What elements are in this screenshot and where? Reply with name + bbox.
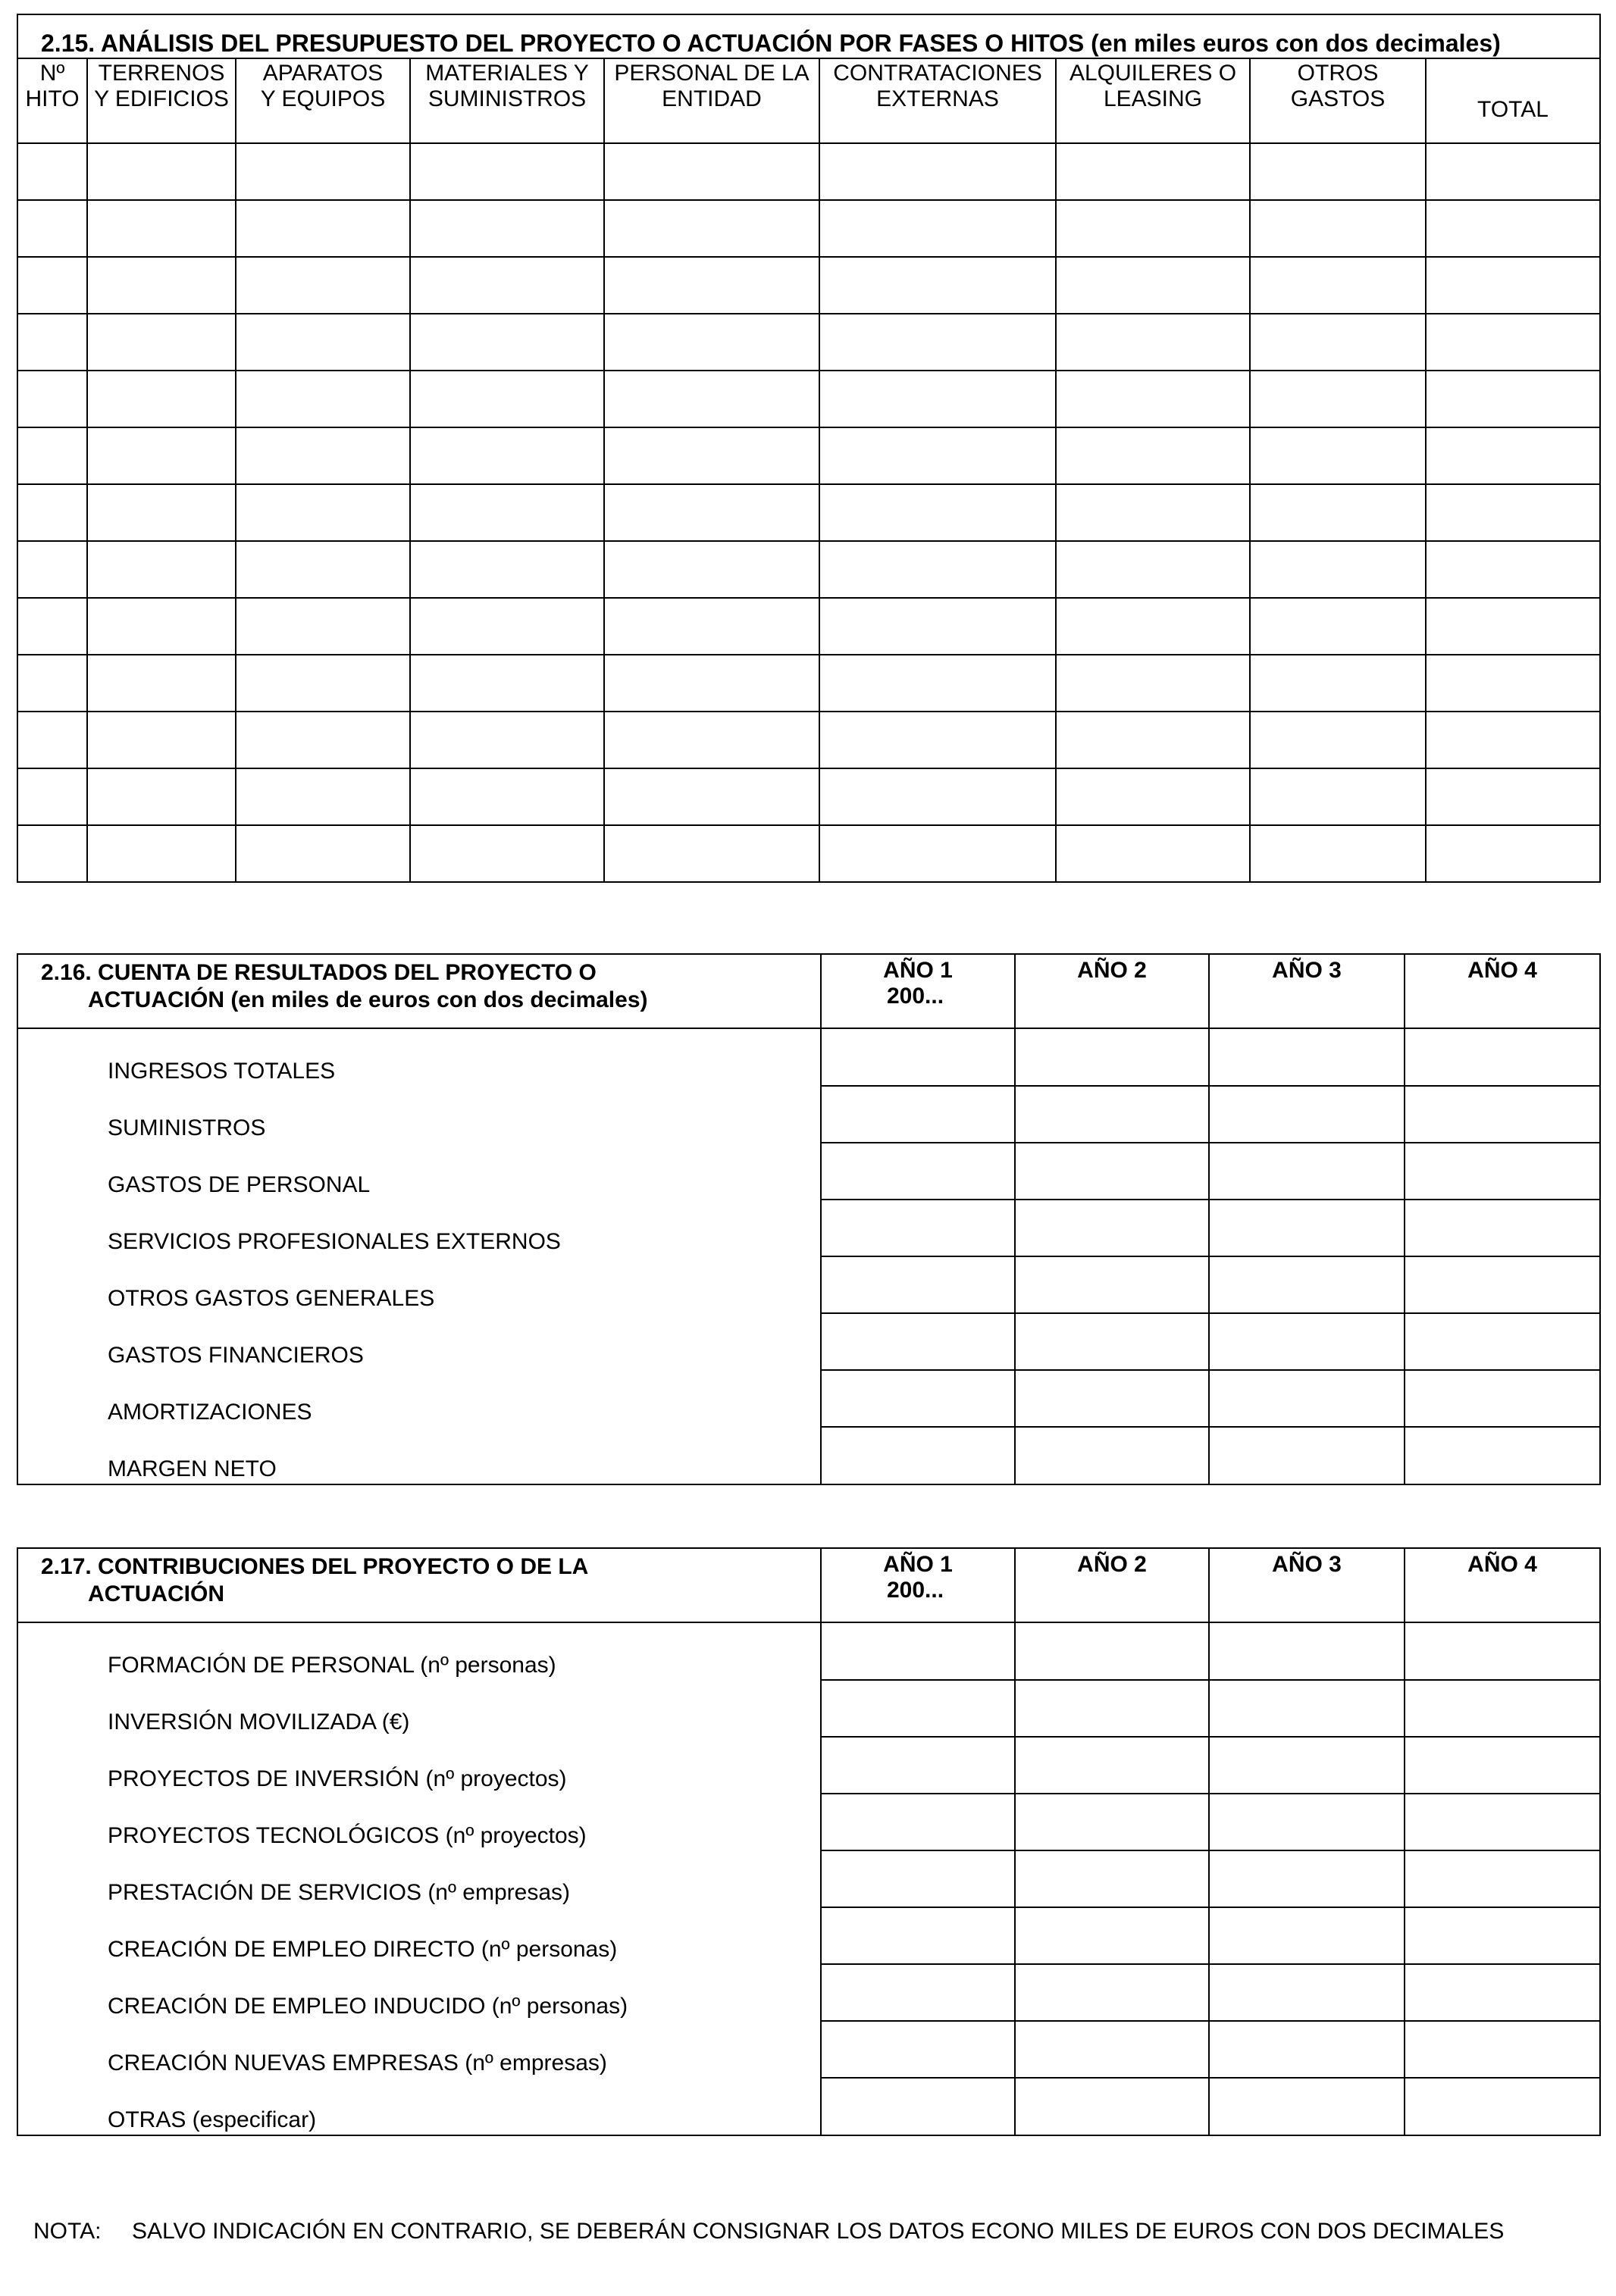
column-header-line2: Y EQUIPOS — [260, 86, 386, 111]
table-cell[interactable] — [410, 598, 604, 655]
year-value: 200... — [887, 984, 944, 1009]
table-cell[interactable] — [236, 314, 410, 371]
row-label: MARGEN NETO — [17, 1427, 821, 1484]
table-row — [17, 1143, 1600, 1200]
table-cell[interactable] — [1405, 2021, 1600, 2078]
table-cell[interactable] — [821, 1680, 1015, 1737]
table-cell[interactable] — [821, 1143, 1015, 1200]
table-cell[interactable] — [1209, 1907, 1405, 1964]
year-label: AÑO 3 — [1272, 1552, 1342, 1577]
table-row — [17, 2021, 1600, 2078]
table-header-row — [17, 58, 1600, 143]
table-cell[interactable] — [1250, 541, 1426, 598]
table-cell[interactable] — [236, 257, 410, 314]
section-215-subtitle: (en miles euros con dos decimales) — [1091, 30, 1501, 57]
table-cell[interactable] — [1056, 825, 1250, 882]
row-label: CREACIÓN DE EMPLEO INDUCIDO (nº personas) — [17, 1964, 821, 2021]
table-cell[interactable] — [1209, 1086, 1405, 1143]
milestone-rows — [17, 143, 1600, 882]
budget-by-milestone-table — [17, 14, 1601, 883]
table-cell[interactable] — [1405, 1028, 1600, 1086]
table-cell[interactable] — [819, 825, 1056, 882]
table-cell[interactable] — [1250, 371, 1426, 427]
table-row — [17, 541, 1600, 598]
table-cell[interactable] — [17, 655, 87, 712]
table-cell[interactable] — [1426, 541, 1600, 598]
column-header-line2: ENTIDAD — [662, 86, 762, 111]
row-label: SUMINISTROS — [17, 1086, 821, 1143]
column-header — [1056, 58, 1250, 143]
table-cell[interactable] — [604, 143, 819, 200]
table-cell[interactable] — [1405, 1680, 1600, 1737]
table-cell[interactable] — [17, 143, 87, 200]
row-label: INVERSIÓN MOVILIZADA (€) — [17, 1680, 821, 1737]
table-cell[interactable] — [1250, 712, 1426, 768]
table-row — [17, 1622, 1600, 1680]
table-row — [17, 200, 1600, 257]
footnote-text: SALVO INDICACIÓN EN CONTRARIO, SE DEBERÁN CONSIGNAR LOS DATOS ECONO MILES DE EUROS CON DOS DECIMALES — [132, 2219, 1505, 2244]
table-cell[interactable] — [1015, 1794, 1209, 1850]
table-cell[interactable] — [17, 712, 87, 768]
column-header-line2: GASTOS — [1290, 86, 1386, 111]
table-cell[interactable] — [236, 371, 410, 427]
table-cell[interactable] — [819, 427, 1056, 484]
table-cell[interactable] — [1405, 1850, 1600, 1907]
column-header-line2: Y EDIFICIOS — [94, 86, 229, 111]
table-cell[interactable] — [87, 655, 236, 712]
row-label: INGRESOS TOTALES — [17, 1028, 821, 1086]
table-cell[interactable] — [17, 825, 87, 882]
table-cell[interactable] — [1056, 655, 1250, 712]
table-cell[interactable] — [1056, 768, 1250, 825]
year-label: AÑO 2 — [1077, 958, 1147, 983]
section-216-title-line2: ACTUACIÓN (en miles de euros con dos decimales) — [88, 987, 648, 1012]
column-header-line1: ALQUILERES O — [1069, 61, 1237, 86]
column-header-line1: CONTRATACIONES — [833, 61, 1042, 86]
row-label: OTROS GASTOS GENERALES — [17, 1256, 821, 1313]
table-cell[interactable] — [1426, 314, 1600, 371]
table-cell[interactable] — [1209, 1143, 1405, 1200]
year-label: AÑO 4 — [1467, 958, 1537, 983]
column-header — [819, 58, 1056, 143]
table-cell[interactable] — [821, 1964, 1015, 2021]
table-cell[interactable] — [17, 427, 87, 484]
table-cell[interactable] — [1250, 825, 1426, 882]
table-row — [17, 1256, 1600, 1313]
table-cell[interactable] — [1209, 1622, 1405, 1680]
table-cell[interactable] — [819, 541, 1056, 598]
table-cell[interactable] — [1426, 825, 1600, 882]
income-statement-rows — [17, 1028, 1600, 1484]
column-header-line1: PERSONAL DE LA — [614, 61, 810, 86]
section-215-title — [17, 14, 1600, 58]
table-cell[interactable] — [1250, 484, 1426, 541]
table-cell[interactable] — [1056, 541, 1250, 598]
table-cell[interactable] — [1056, 712, 1250, 768]
table-cell[interactable] — [1209, 1028, 1405, 1086]
table-cell[interactable] — [819, 598, 1056, 655]
table-row — [17, 371, 1600, 427]
table-cell[interactable] — [821, 1086, 1015, 1143]
table-cell[interactable] — [1250, 257, 1426, 314]
table-cell[interactable] — [1250, 314, 1426, 371]
table-row — [17, 427, 1600, 484]
table-cell[interactable] — [1405, 1794, 1600, 1850]
table-cell[interactable] — [236, 541, 410, 598]
year-header — [821, 1548, 1015, 1622]
table-cell[interactable] — [87, 371, 236, 427]
table-cell[interactable] — [1426, 371, 1600, 427]
table-cell[interactable] — [1405, 1313, 1600, 1370]
table-cell[interactable] — [87, 768, 236, 825]
table-cell[interactable] — [1405, 1737, 1600, 1794]
footnote-label: NOTA: — [33, 2219, 102, 2244]
table-cell[interactable] — [17, 314, 87, 371]
table-cell[interactable] — [1250, 655, 1426, 712]
year-label: AÑO 3 — [1272, 958, 1342, 983]
table-cell[interactable] — [236, 484, 410, 541]
table-row — [17, 1850, 1600, 1907]
section-217-title-line2: ACTUACIÓN — [88, 1581, 224, 1606]
table-cell[interactable] — [821, 1028, 1015, 1086]
table-cell[interactable] — [410, 143, 604, 200]
table-cell[interactable] — [604, 371, 819, 427]
table-row — [17, 484, 1600, 541]
table-cell[interactable] — [236, 143, 410, 200]
column-header-line1: APARATOS — [262, 61, 384, 86]
table-cell[interactable] — [1209, 1737, 1405, 1794]
table-cell[interactable] — [17, 200, 87, 257]
table-cell[interactable] — [604, 314, 819, 371]
table-cell[interactable] — [1426, 143, 1600, 200]
table-cell[interactable] — [1056, 314, 1250, 371]
table-cell[interactable] — [604, 768, 819, 825]
table-cell[interactable] — [1056, 200, 1250, 257]
table-cell[interactable] — [1405, 1200, 1600, 1256]
table-cell[interactable] — [17, 371, 87, 427]
table-cell[interactable] — [1209, 1794, 1405, 1850]
table-cell[interactable] — [1209, 2021, 1405, 2078]
table-cell[interactable] — [604, 541, 819, 598]
table-cell[interactable] — [410, 257, 604, 314]
table-row — [17, 768, 1600, 825]
section-217-title — [17, 1548, 821, 1622]
table-cell[interactable] — [1209, 1256, 1405, 1313]
table-cell[interactable] — [1405, 1622, 1600, 1680]
table-cell[interactable] — [236, 768, 410, 825]
column-header-line1: Nº — [39, 61, 65, 86]
table-cell[interactable] — [604, 825, 819, 882]
table-cell[interactable] — [1015, 1313, 1209, 1370]
table-cell[interactable] — [604, 655, 819, 712]
table-cell[interactable] — [1426, 484, 1600, 541]
table-cell[interactable] — [604, 257, 819, 314]
table-cell[interactable] — [87, 427, 236, 484]
year-label: AÑO 4 — [1467, 1552, 1537, 1577]
table-cell[interactable] — [1426, 712, 1600, 768]
row-label: OTRAS (especificar) — [17, 2078, 821, 2135]
table-cell[interactable] — [819, 143, 1056, 200]
table-row — [17, 1313, 1600, 1370]
table-cell[interactable] — [1250, 427, 1426, 484]
table-row — [17, 314, 1600, 371]
table-row — [17, 2078, 1600, 2135]
column-header — [1426, 58, 1600, 143]
column-header-line1: MATERIALES Y — [425, 61, 589, 86]
table-cell[interactable] — [1015, 1622, 1209, 1680]
table-cell[interactable] — [1209, 1200, 1405, 1256]
table-cell[interactable] — [1405, 1907, 1600, 1964]
table-cell[interactable] — [1015, 1850, 1209, 1907]
table-cell[interactable] — [87, 541, 236, 598]
table-cell[interactable] — [17, 484, 87, 541]
table-cell[interactable] — [1015, 1370, 1209, 1427]
table-cell[interactable] — [1056, 143, 1250, 200]
table-cell[interactable] — [819, 314, 1056, 371]
table-cell[interactable] — [1209, 1313, 1405, 1370]
table-cell[interactable] — [236, 712, 410, 768]
table-cell[interactable] — [1405, 1143, 1600, 1200]
table-cell[interactable] — [1405, 1086, 1600, 1143]
table-cell[interactable] — [1015, 1028, 1209, 1086]
table-row — [17, 1028, 1600, 1086]
table-cell[interactable] — [819, 257, 1056, 314]
table-cell[interactable] — [410, 200, 604, 257]
table-cell[interactable] — [1056, 427, 1250, 484]
table-cell[interactable] — [821, 1794, 1015, 1850]
table-row — [17, 1964, 1600, 2021]
row-label: FORMACIÓN DE PERSONAL (nº personas) — [17, 1622, 821, 1680]
table-cell[interactable] — [87, 712, 236, 768]
year-header — [1209, 954, 1405, 1028]
row-label: SERVICIOS PROFESIONALES EXTERNOS — [17, 1200, 821, 1256]
table-row — [17, 257, 1600, 314]
table-cell[interactable] — [821, 2078, 1015, 2135]
column-header — [17, 58, 87, 143]
table-row — [17, 143, 1600, 200]
table-row — [17, 1794, 1600, 1850]
table-cell[interactable] — [1426, 427, 1600, 484]
table-cell[interactable] — [1250, 143, 1426, 200]
table-row — [17, 598, 1600, 655]
column-header-line2: EXTERNAS — [876, 86, 999, 111]
section-217-title-line1: 2.17. CONTRIBUCIONES DEL PROYECTO O DE LA — [41, 1554, 589, 1579]
row-label: CREACIÓN NUEVAS EMPRESAS (nº empresas) — [17, 2021, 821, 2078]
table-cell[interactable] — [410, 427, 604, 484]
table-cell[interactable] — [1015, 1427, 1209, 1484]
contributions-rows — [17, 1622, 1600, 2135]
column-header — [410, 58, 604, 143]
table-cell[interactable] — [1015, 1200, 1209, 1256]
year-label: AÑO 1 — [883, 958, 953, 983]
table-cell[interactable] — [1015, 1256, 1209, 1313]
column-header — [604, 58, 819, 143]
table-cell[interactable] — [410, 314, 604, 371]
table-cell[interactable] — [236, 825, 410, 882]
table-cell[interactable] — [604, 427, 819, 484]
table-cell[interactable] — [819, 768, 1056, 825]
table-cell[interactable] — [821, 1907, 1015, 1964]
table-cell[interactable] — [1209, 1427, 1405, 1484]
table-cell[interactable] — [1209, 1850, 1405, 1907]
year-label: AÑO 2 — [1077, 1552, 1147, 1577]
table-cell[interactable] — [87, 200, 236, 257]
table-cell[interactable] — [604, 484, 819, 541]
table-cell[interactable] — [821, 2021, 1015, 2078]
table-cell[interactable] — [1056, 598, 1250, 655]
table-row — [17, 825, 1600, 882]
table-cell[interactable] — [821, 1200, 1015, 1256]
table-cell[interactable] — [87, 598, 236, 655]
table-cell[interactable] — [1405, 2078, 1600, 2135]
year-header — [1405, 954, 1600, 1028]
table-cell[interactable] — [819, 655, 1056, 712]
table-cell[interactable] — [87, 257, 236, 314]
table-cell[interactable] — [1250, 598, 1426, 655]
table-row — [17, 1680, 1600, 1737]
contributions-table — [17, 1547, 1601, 2136]
table-cell[interactable] — [1405, 1256, 1600, 1313]
year-header — [1015, 954, 1209, 1028]
table-cell[interactable] — [1056, 484, 1250, 541]
table-cell[interactable] — [1405, 1964, 1600, 2021]
table-cell[interactable] — [410, 371, 604, 427]
table-row — [17, 712, 1600, 768]
table-cell[interactable] — [1209, 1680, 1405, 1737]
table-cell[interactable] — [1015, 1680, 1209, 1737]
table-cell[interactable] — [236, 598, 410, 655]
table-cell[interactable] — [17, 768, 87, 825]
table-cell[interactable] — [821, 1427, 1015, 1484]
row-label: PRESTACIÓN DE SERVICIOS (nº empresas) — [17, 1850, 821, 1907]
table-cell[interactable] — [87, 143, 236, 200]
column-header — [236, 58, 410, 143]
column-header-line2: HITO — [25, 86, 80, 111]
table-cell[interactable] — [1209, 1964, 1405, 2021]
table-cell[interactable] — [17, 541, 87, 598]
table-cell[interactable] — [821, 1313, 1015, 1370]
row-label: PROYECTOS DE INVERSIÓN (nº proyectos) — [17, 1737, 821, 1794]
table-cell[interactable] — [1056, 257, 1250, 314]
table-cell[interactable] — [604, 598, 819, 655]
year-header — [1209, 1548, 1405, 1622]
table-row — [17, 1200, 1600, 1256]
table-cell[interactable] — [410, 541, 604, 598]
table-row — [17, 1427, 1600, 1484]
table-cell[interactable] — [819, 712, 1056, 768]
year-header — [1405, 1548, 1600, 1622]
table-cell[interactable] — [410, 825, 604, 882]
table-cell[interactable] — [1209, 2078, 1405, 2135]
table-cell[interactable] — [1426, 200, 1600, 257]
table-cell[interactable] — [1015, 2021, 1209, 2078]
table-cell[interactable] — [87, 825, 236, 882]
table-cell[interactable] — [819, 484, 1056, 541]
table-row — [17, 1086, 1600, 1143]
table-cell[interactable] — [87, 314, 236, 371]
table-cell[interactable] — [821, 1737, 1015, 1794]
column-header — [87, 58, 236, 143]
table-cell[interactable] — [1015, 1143, 1209, 1200]
row-label: PROYECTOS TECNOLÓGICOS (nº proyectos) — [17, 1794, 821, 1850]
table-cell[interactable] — [410, 484, 604, 541]
table-cell[interactable] — [1426, 598, 1600, 655]
table-cell[interactable] — [819, 371, 1056, 427]
table-cell[interactable] — [1015, 1964, 1209, 2021]
row-label: GASTOS DE PERSONAL — [17, 1143, 821, 1200]
year-header — [821, 954, 1015, 1028]
table-cell[interactable] — [1015, 1907, 1209, 1964]
table-cell[interactable] — [17, 598, 87, 655]
table-cell[interactable] — [236, 655, 410, 712]
table-cell[interactable] — [410, 655, 604, 712]
table-cell[interactable] — [1426, 768, 1600, 825]
table-row — [17, 655, 1600, 712]
table-cell[interactable] — [1015, 1086, 1209, 1143]
table-cell[interactable] — [1426, 655, 1600, 712]
table-cell[interactable] — [1405, 1427, 1600, 1484]
column-header-line2: SUMINISTROS — [427, 86, 587, 111]
table-cell[interactable] — [819, 200, 1056, 257]
table-cell[interactable] — [410, 712, 604, 768]
year-header — [1015, 1548, 1209, 1622]
table-cell[interactable] — [1250, 200, 1426, 257]
income-statement-table — [17, 953, 1601, 1485]
column-header — [1250, 58, 1426, 143]
section-215-title-text: 2.15. ANÁLISIS DEL PRESUPUESTO DEL PROYECTO O ACTUACIÓN POR FASES O HITOS — [41, 30, 1085, 57]
table-row — [17, 1907, 1600, 1964]
table-cell[interactable] — [17, 257, 87, 314]
table-cell[interactable] — [1250, 768, 1426, 825]
table-cell[interactable] — [604, 712, 819, 768]
table-cell[interactable] — [1015, 1737, 1209, 1794]
table-cell[interactable] — [236, 200, 410, 257]
column-header-line2: TOTAL — [1477, 97, 1549, 122]
table-cell[interactable] — [410, 768, 604, 825]
row-label: CREACIÓN DE EMPLEO DIRECTO (nº personas) — [17, 1907, 821, 1964]
year-label: AÑO 1 — [883, 1552, 953, 1577]
row-label: GASTOS FINANCIEROS — [17, 1313, 821, 1370]
column-header-line2: LEASING — [1103, 86, 1203, 111]
table-cell[interactable] — [1426, 257, 1600, 314]
table-cell[interactable] — [821, 1370, 1015, 1427]
table-cell[interactable] — [604, 200, 819, 257]
column-header-line1: TERRENOS — [98, 61, 225, 86]
table-cell[interactable] — [1056, 371, 1250, 427]
table-cell[interactable] — [1015, 2078, 1209, 2135]
table-cell[interactable] — [821, 1850, 1015, 1907]
year-value: 200... — [887, 1578, 944, 1603]
table-cell[interactable] — [1405, 1370, 1600, 1427]
row-label: AMORTIZACIONES — [17, 1370, 821, 1427]
table-cell[interactable] — [87, 484, 236, 541]
column-header-line1: OTROS — [1297, 61, 1379, 86]
table-cell[interactable] — [1209, 1370, 1405, 1427]
table-cell[interactable] — [821, 1622, 1015, 1680]
table-row — [17, 1737, 1600, 1794]
table-row — [17, 1370, 1600, 1427]
table-cell[interactable] — [821, 1256, 1015, 1313]
table-cell[interactable] — [236, 427, 410, 484]
section-216-title — [17, 954, 821, 1028]
section-216-title-line1: 2.16. CUENTA DE RESULTADOS DEL PROYECTO O — [41, 960, 597, 985]
